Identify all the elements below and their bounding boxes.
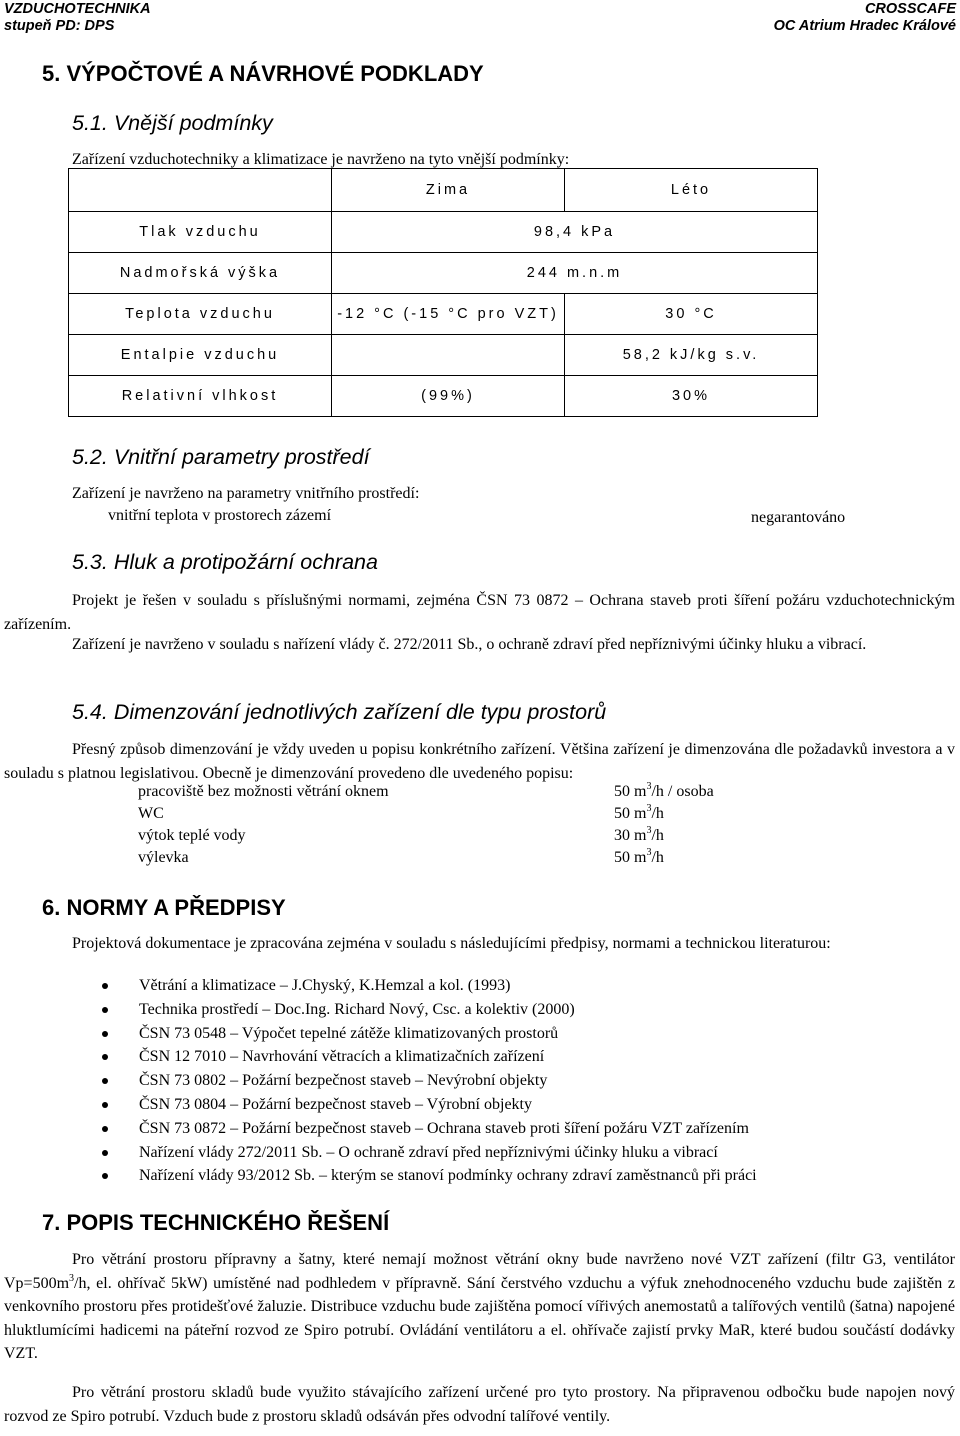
list-item: Technika prostředí – Doc.Ing. Richard Nový, Csc. a kolektiv (2000) xyxy=(102,998,757,1022)
section-5-3-heading: 5.3. Hluk a protipožární ochrana xyxy=(72,550,378,574)
section-5-1-heading: 5.1. Vnější podmínky xyxy=(72,111,273,135)
list-item: ČSN 12 7010 – Navrhování větracích a klimatizačních zařízení xyxy=(102,1045,757,1069)
section-5-2-heading: 5.2. Vnitřní parametry prostředí xyxy=(72,445,370,469)
row-value-winter: (99%) xyxy=(332,376,565,417)
row-value-merged: 98,4 kPa xyxy=(332,212,818,253)
table-row xyxy=(69,335,818,376)
row-label: Teplota vzduchu xyxy=(69,294,332,335)
header-project-name: VZDUCHOTECHNIKA xyxy=(4,1,151,17)
table-row xyxy=(69,253,818,294)
row-label: Nadmořská výška xyxy=(69,253,332,294)
indoor-param-label: vnitřní teplota v prostorech zázemí xyxy=(108,507,332,524)
dim-label: výlevka xyxy=(138,849,189,866)
bullet-icon xyxy=(102,1031,108,1037)
standards-list xyxy=(102,974,757,1188)
section-5-3-paragraph-2: Zařízení je navrženo v souladu s nařízení vlády č. 272/2011 Sb., o ochraně zdraví před nepříznivými účinky hluku a vibrací. xyxy=(72,636,867,653)
section-5-1-intro: Zařízení vzduchotechniky a klimatizace je navrženo na tyto vnější podmínky: xyxy=(72,151,570,168)
section-7-paragraph-2: Pro větrání prostoru skladů bude využito stávajícího zařízení určené pro tyto prostory. Na připravenou odbočku bude napojen nový rozvod ze Spiro potrubí. Vzduch bude z prostoru skladů odsáván přes odvodní talířové ventily. xyxy=(4,1384,955,1425)
row-value-summer: 30% xyxy=(565,376,818,417)
section-5-4-heading: 5.4. Dimenzování jednotlivých zařízení dle typu prostorů xyxy=(72,700,607,724)
dim-label: WC xyxy=(138,805,164,822)
row-value-merged: 244 m.n.m xyxy=(332,253,818,294)
table-header-summer: Léto xyxy=(565,169,818,212)
list-item: Nařízení vlády 272/2011 Sb. – O ochraně zdraví před nepříznivými účinky hluku a vibrací xyxy=(102,1141,757,1165)
section-5-2-intro: Zařízení je navrženo na parametry vnitřního prostředí: xyxy=(72,485,420,502)
row-value-winter xyxy=(332,335,565,376)
row-label: Relativní vlhkost xyxy=(69,376,332,417)
list-item: ČSN 73 0872 – Požární bezpečnost staveb – Ochrana staveb proti šíření požáru VZT zařízením xyxy=(102,1117,757,1141)
bullet-icon xyxy=(102,1102,108,1108)
bullet-icon xyxy=(102,983,108,989)
row-label: Tlak vzduchu xyxy=(69,212,332,253)
bullet-icon xyxy=(102,1173,108,1179)
dim-value: 50 $m^3/h$ / osoba xyxy=(614,781,714,800)
list-item: ČSN 73 0548 – Výpočet tepelné zátěže klimatizovaných prostorů xyxy=(102,1022,757,1046)
dim-value: 50 $m^3/h$ xyxy=(614,803,664,822)
outdoor-conditions-table xyxy=(68,168,818,417)
section-5-4-paragraph: Přesný způsob dimenzování je vždy uveden u popisu konkrétního zařízení. Většina zařízení je dimenzována dle požadavků investora a v souladu s platnou legislativou. Obecně je dimenzování provedeno dle uvedeného popisu: xyxy=(4,741,955,782)
list-item: Nařízení vlády 93/2012 Sb. – kterým se stanoví podmínky ochrany zdraví zaměstnanců při práci xyxy=(102,1164,757,1188)
header-stage: stupeň PD: DPS xyxy=(4,18,115,34)
section-6-intro: Projektová dokumentace je zpracována zejména v souladu s následujícími předpisy, normami a technickou literaturou: xyxy=(72,935,831,952)
header-client: CROSSCAFE xyxy=(864,1,956,17)
bullet-icon xyxy=(102,1054,108,1060)
table-header-empty xyxy=(69,169,332,212)
table-row xyxy=(69,376,818,417)
dim-value: 30 $m^3/h$ xyxy=(614,825,664,844)
row-value-summer: 58,2 kJ/kg s.v. xyxy=(565,335,818,376)
section-7-paragraph-1: Pro větrání prostoru přípravny a šatny, které nemají možnost větrání okny bude navrženo nové VZT zařízení (filtr G3, ventilátor $Vp=500m^3/h$, el. ohřívač 5kW) umístěné nad podhledem v přípravně. Sání čerstvého vzduchu a výfuk znehodnoceného vzduchu bude zajištěn z venkovního prostoru přes protidešťové žaluzie. Distribuce vzduchu bude zajištěna pomocí vířivých anemostatů a talířových ventilů (šatna) napojené hluktlumícími hadicemi na páteřní rozvod ze Spiro potrubí. Ovládání ventilátoru a el. ohřívače zajistí prvky MaR, které budou součástí dodávky VZT. xyxy=(4,1251,955,1362)
dim-label: výtok teplé vody xyxy=(138,827,246,844)
table-header-winter: Zima xyxy=(332,169,565,212)
table-row xyxy=(69,294,818,335)
bullet-icon xyxy=(102,1150,108,1156)
bullet-icon xyxy=(102,1126,108,1132)
row-value-summer: 30 °C xyxy=(565,294,818,335)
table-row xyxy=(69,212,818,253)
bullet-icon xyxy=(102,1007,108,1013)
row-label: Entalpie vzduchu xyxy=(69,335,332,376)
list-item: Větrání a klimatizace – J.Chyský, K.Hemzal a kol. (1993) xyxy=(102,974,757,998)
indoor-param-value: negarantováno xyxy=(751,509,846,526)
row-value-winter: -12 °C (-15 °C pro VZT) xyxy=(332,294,565,335)
dim-value: 50 $m^3/h$ xyxy=(614,847,664,866)
list-item: ČSN 73 0802 – Požární bezpečnost staveb – Nevýrobní objekty xyxy=(102,1069,757,1093)
table-header-row xyxy=(69,169,818,212)
section-7-heading: 7. POPIS TECHNICKÉHO ŘEŠENÍ xyxy=(42,1210,390,1235)
header-location: OC Atrium Hradec Králové xyxy=(773,18,956,34)
section-5-heading: 5. VÝPOČTOVÉ A NÁVRHOVÉ PODKLADY xyxy=(42,61,484,86)
list-item: ČSN 73 0804 – Požární bezpečnost staveb – Výrobní objekty xyxy=(102,1093,757,1117)
section-5-3-paragraph-1: Projekt je řešen v souladu s příslušnými normami, zejména ČSN 73 0872 – Ochrana staveb proti šíření požáru vzduchotechnickým zařízením. xyxy=(4,592,955,633)
bullet-icon xyxy=(102,1078,108,1084)
section-6-heading: 6. NORMY A PŘEDPISY xyxy=(42,895,286,920)
dim-label: pracoviště bez možnosti větrání oknem xyxy=(138,783,389,800)
